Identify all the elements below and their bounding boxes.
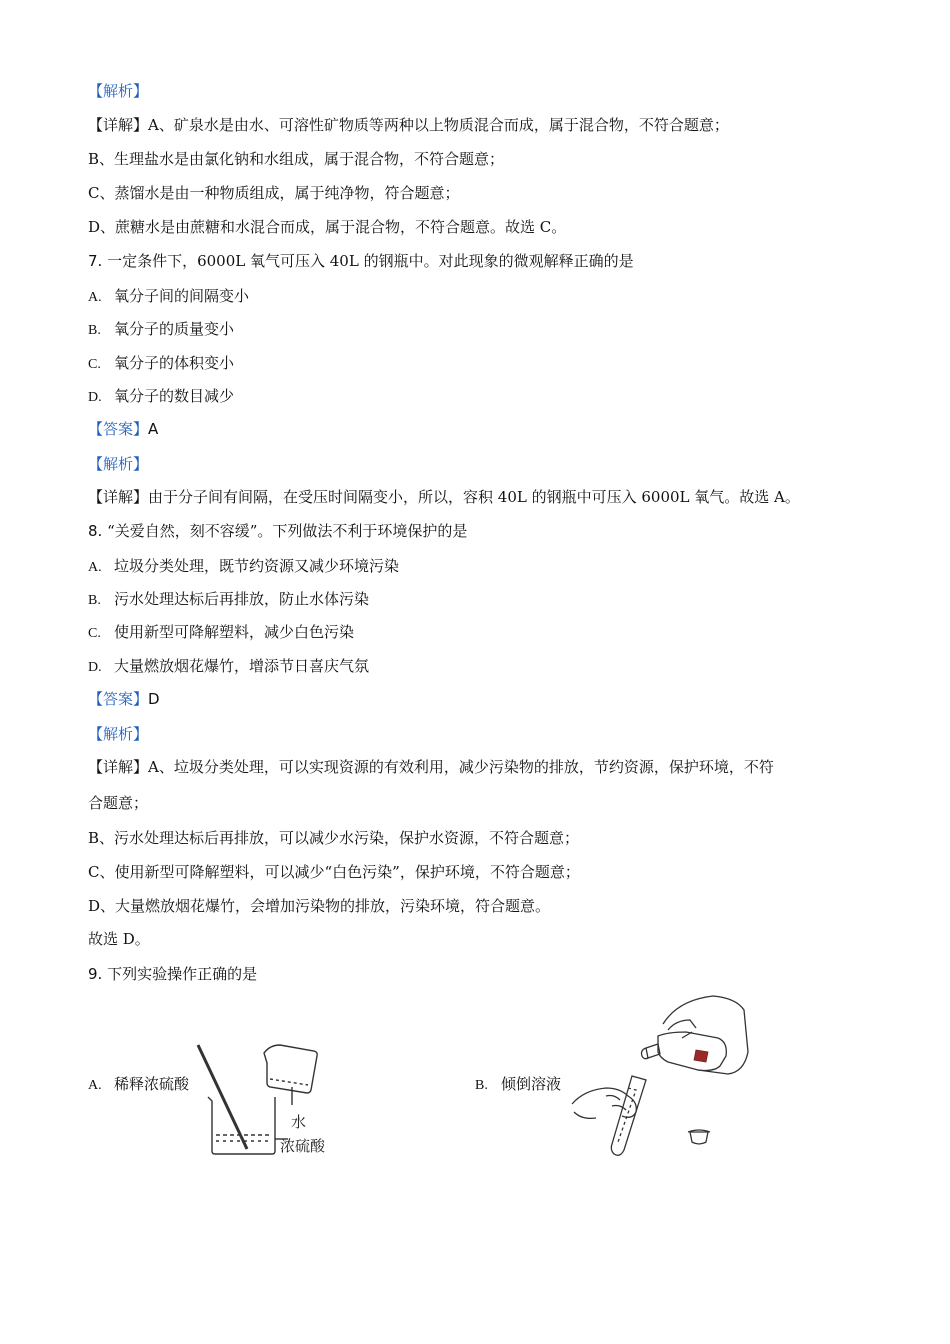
q7-option-b [88,319,234,341]
q7-number: 7. [88,252,103,270]
q7-analysis-label: 【解析】 [88,455,149,473]
q6-detail-line-3: C、蒸馏水是由一种物质组成，属于纯净物，符合题意； [88,184,460,202]
q7-answer-label: 【答案】 [88,420,149,438]
q8-option-c [88,622,354,644]
q6-analysis-label: 【解析】 [88,82,149,100]
q9-option-a-letter: A. [88,1078,102,1093]
q6-detail-line-2: B、生理盐水是由氯化钠和水组成，属于混合物，不符合题意； [88,150,505,168]
q8-stem-text: “关爱自然，刻不容缓”。下列做法不利于环境保护的是 [107,522,468,540]
q7-option-a [88,286,249,308]
q7-option-d-letter: D. [88,390,102,405]
q8-option-d-text: 大量燃放烟花爆竹，增添节日喜庆气氛 [114,657,370,675]
q6-detail-line-4: D、蔗糖水是由蔗糖和水混合而成，属于混合物，不符合题意。故选 C。 [88,218,567,236]
q8-answer [88,689,160,709]
dilution-figure [190,1035,350,1160]
q8-option-b-text: 污水处理达标后再排放，防止水体污染 [114,590,370,608]
q8-option-d [88,656,369,678]
q7-option-c-letter: C. [88,357,101,372]
q8-detail-line-1: 【详解】A、垃圾分类处理，可以实现资源的有效利用，减少污染物的排放，节约资源，保护环境，不符 [88,758,774,776]
q8-analysis-label: 【解析】 [88,725,149,743]
q6-detail-line-1: 【详解】A、矿泉水是由水、可溶性矿物质等两种以上物质混合而成，属于混合物，不符合题意； [88,116,729,134]
q9-number: 9. [88,965,103,983]
q8-detail-line-5: D、大量燃放烟花爆竹，会增加污染物的排放，污染环境，符合题意。 [88,897,551,915]
q9-option-b-text: 倾倒溶液 [501,1075,562,1093]
q7-option-c-text: 氧分子的体积变小 [114,354,235,372]
pouring-figure [568,992,758,1162]
q8-detail-line-4: C、使用新型可降解塑料，可以减少“白色污染”，保护环境，不符合题意； [88,863,580,881]
q8-option-a-letter: A. [88,560,102,575]
q9-option-b-label [475,1073,561,1094]
q9-option-a-label [88,1073,189,1094]
q9-option-b-letter: B. [475,1078,488,1093]
q8-option-a [88,556,399,578]
q8-option-c-letter: C. [88,626,101,641]
dilution-acid-label: 浓硫酸 [280,1137,326,1155]
q8-detail-line-6: 故选 D。 [88,930,150,948]
q8-detail-line-3: B、污水处理达标后再排放，可以减少水污染，保护水资源，不符合题意； [88,829,580,847]
q8-option-b [88,589,369,611]
q8-option-b-letter: B. [88,593,101,608]
q7-answer-value: A [148,420,159,438]
q7-option-d-text: 氧分子的数目减少 [114,387,235,405]
q9-option-a-text: 稀释浓硫酸 [114,1075,190,1093]
q8-number: 8. [88,522,103,540]
q8-answer-value: D [148,690,160,708]
q9-stem-text: 下列实验操作正确的是 [107,965,258,983]
q8-detail-line-2: 合题意； [88,794,149,812]
q8-option-c-text: 使用新型可降解塑料，减少白色污染 [114,623,355,641]
q8-stem [88,521,467,541]
q7-option-a-text: 氧分子间的间隔变小 [114,287,250,305]
q8-option-d-letter: D. [88,660,102,675]
q8-option-a-text: 垃圾分类处理，既节约资源又减少环境污染 [114,557,400,575]
q7-option-b-letter: B. [88,323,101,338]
q7-option-b-text: 氧分子的质量变小 [114,320,235,338]
dilution-water-label: 水 [291,1113,307,1131]
q7-answer [88,419,158,439]
q7-option-c [88,353,234,375]
q7-detail-line-1: 【详解】由于分子间有间隔，在受压时间隔变小，所以，容积 40L 的钢瓶中可压入 6000L 氧气。故选 A。 [88,488,800,506]
q7-stem-text: 一定条件下，6000L 氧气可压入 40L 的钢瓶中。对此现象的微观解释正确的是 [107,252,634,270]
q9-stem [88,964,257,984]
q7-option-d [88,386,234,408]
q7-option-a-letter: A. [88,290,102,305]
q7-stem [88,251,634,271]
q8-answer-label: 【答案】 [88,690,149,708]
